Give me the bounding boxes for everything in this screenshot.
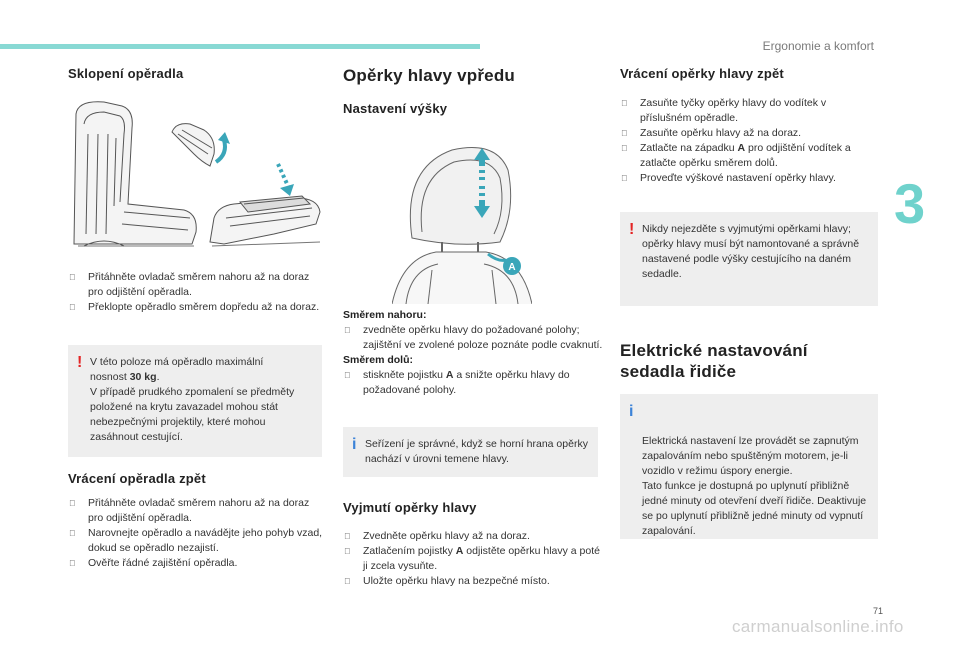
subsection-title-height: Nastavení výšky xyxy=(343,101,448,116)
list-item: stiskněte pojistku A a snižte opěrku hlavy do požadované polohy. xyxy=(363,369,570,396)
section-title-return-backrest: Vrácení opěradla zpět xyxy=(68,471,206,486)
warning-rest: V případě prudkého zpomalení se předměty položené na krytu zavazadel mohou stát nebezpečnými projektily, které mohou zasáhnout cestující. xyxy=(90,386,295,443)
list-item: Přitáhněte ovladač směrem nahoru až na doraz pro odjištění opěradla. xyxy=(88,271,310,298)
column-return-headrest xyxy=(620,66,880,81)
section-title-electric-line2: sedadla řidiče xyxy=(620,362,737,381)
subsection-removal xyxy=(343,500,603,515)
warning-icon: ! xyxy=(629,221,635,238)
list-item: zvedněte opěrku hlavy do požadované polohy; zajištění ve zvolené poloze poznáte podle cvaknutí. xyxy=(363,324,603,351)
section-title-return-headrest: Vrácení opěrky hlavy zpět xyxy=(620,66,784,81)
info-box-adjustment xyxy=(343,427,598,477)
return-backrest-steps xyxy=(68,496,324,571)
column-fold-backrest xyxy=(68,66,324,81)
removal-steps xyxy=(343,529,603,589)
list-item: Překlopte opěradlo směrem dopředu až na doraz. xyxy=(88,301,320,313)
section-title-electric-line1: Elektrické nastavování xyxy=(620,341,808,360)
list-item: Zasuňte opěrku hlavy až na doraz. xyxy=(640,127,802,139)
info-icon: i xyxy=(629,403,634,420)
section-electric-seat xyxy=(620,340,880,382)
warning-text: Nikdy nejezděte s vyjmutými opěrkami hlavy; opěrky hlavy musí být namontované a správně nastavené podle výšky cestujícího na daném sedadle. xyxy=(642,223,860,280)
subsection-height xyxy=(343,101,603,116)
warning-line2: nosnost 30 kg. xyxy=(90,371,160,383)
chapter-number: 3 xyxy=(894,172,926,235)
header-accent-bar xyxy=(0,44,480,49)
warning-box-load xyxy=(68,345,322,457)
list-item: Zasuňte tyčky opěrky hlavy do vodítek v příslušném opěradle. xyxy=(640,97,827,124)
column-front-headrests xyxy=(343,66,603,86)
subsection-title-removal: Vyjmutí opěrky hlavy xyxy=(343,500,477,515)
warning-icon: ! xyxy=(77,354,83,371)
list-item: Uložte opěrku hlavy na bezpečné místo. xyxy=(363,575,550,587)
return-headrest-steps xyxy=(620,96,880,186)
list-item: Přitáhněte ovladač směrem nahoru až na doraz pro odjištění opěradla. xyxy=(88,497,310,524)
warning-box-headrest xyxy=(620,212,878,306)
list-item: Ověřte řádné zajištění opěradla. xyxy=(88,557,238,569)
info-text: Seřízení je správné, když se horní hrana opěrky nachází v úrovni temene hlavy. xyxy=(365,438,588,465)
list-item: Narovnejte opěradlo a navádějte jeho pohyb vzad, dokud se opěradlo nezajistí. xyxy=(88,527,323,554)
warning-line1: V této poloze má opěradlo maximální xyxy=(90,356,264,368)
list-item: Proveďte výškové nastavení opěrky hlavy. xyxy=(640,172,836,184)
seat-fold-illustration xyxy=(64,94,326,252)
section-title-fold-backrest: Sklopení opěradla xyxy=(68,66,184,81)
info-icon: i xyxy=(352,436,357,453)
list-item: Zvedněte opěrku hlavy až na doraz. xyxy=(363,530,530,542)
label-a: A xyxy=(508,262,516,273)
column-return-backrest xyxy=(68,471,324,486)
list-item: Zatlačením pojistky A odjistěte opěrku hlavy a poté ji zcela vysuňte. xyxy=(363,545,600,572)
page-number: 71 xyxy=(873,606,884,616)
list-item: Zatlačte na západku A pro odjištění vodítek a zatlačte opěrku směrem dolů. xyxy=(640,142,851,169)
fold-backrest-steps xyxy=(68,270,324,315)
page-title: Opěrky hlavy vpředu xyxy=(343,66,515,85)
chapter-title: Ergonomie a komfort xyxy=(762,39,874,53)
watermark: carmanualsonline.info xyxy=(732,617,904,636)
down-label: Směrem dolů: xyxy=(343,354,414,366)
height-adjust-steps xyxy=(343,308,603,398)
up-label: Směrem nahoru: xyxy=(343,309,427,321)
info-box-electric xyxy=(620,394,878,539)
headrest-illustration xyxy=(392,138,532,304)
info-text: Elektrická nastavení lze provádět se zapnutým zapalováním nebo spuštěným motorem, je-li vozidlo v režimu úspory energie. Tato funkce je dostupná po uplynutí přibližně jedné minuty od otevření dveří řidiče. Deaktivuje se po uplynutí přibližně jedné minuty od vypnutí zapalování. xyxy=(642,435,867,537)
